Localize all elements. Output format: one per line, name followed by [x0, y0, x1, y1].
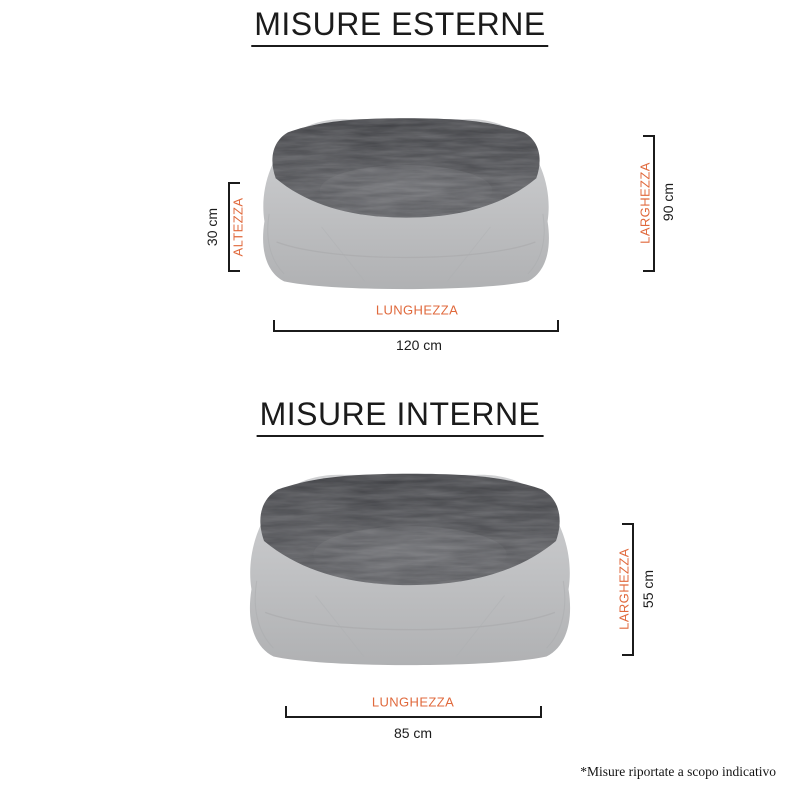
dimension-label-width-internal: LARGHEZZA: [616, 548, 632, 630]
dimension-value-length-internal: 85 cm: [393, 725, 433, 741]
dimension-value-length: 120 cm: [396, 337, 442, 353]
dimension-value-height: 30 cm: [204, 207, 220, 247]
dimension-value-width: 90 cm: [660, 182, 676, 222]
dimension-label-length-internal: LUNGHEZZA: [371, 694, 455, 710]
pet-bed-photo-external: [256, 102, 556, 292]
pet-bed-photo-internal: [242, 452, 578, 672]
section-title-internal: MISURE INTERNE: [257, 396, 544, 437]
dimension-value-width-internal: 55 cm: [640, 569, 656, 609]
disclaimer-footnote: *Misure riportate a scopo indicativo: [580, 764, 776, 779]
dimension-bracket-length-internal: [285, 706, 542, 718]
dimension-label-length: LUNGHEZZA: [375, 302, 459, 318]
dimension-bracket-length: [273, 320, 559, 332]
dimension-label-width: LARGHEZZA: [637, 162, 653, 244]
dimension-label-height: ALTEZZA: [230, 197, 246, 257]
section-title-external: MISURE ESTERNE: [251, 6, 548, 47]
